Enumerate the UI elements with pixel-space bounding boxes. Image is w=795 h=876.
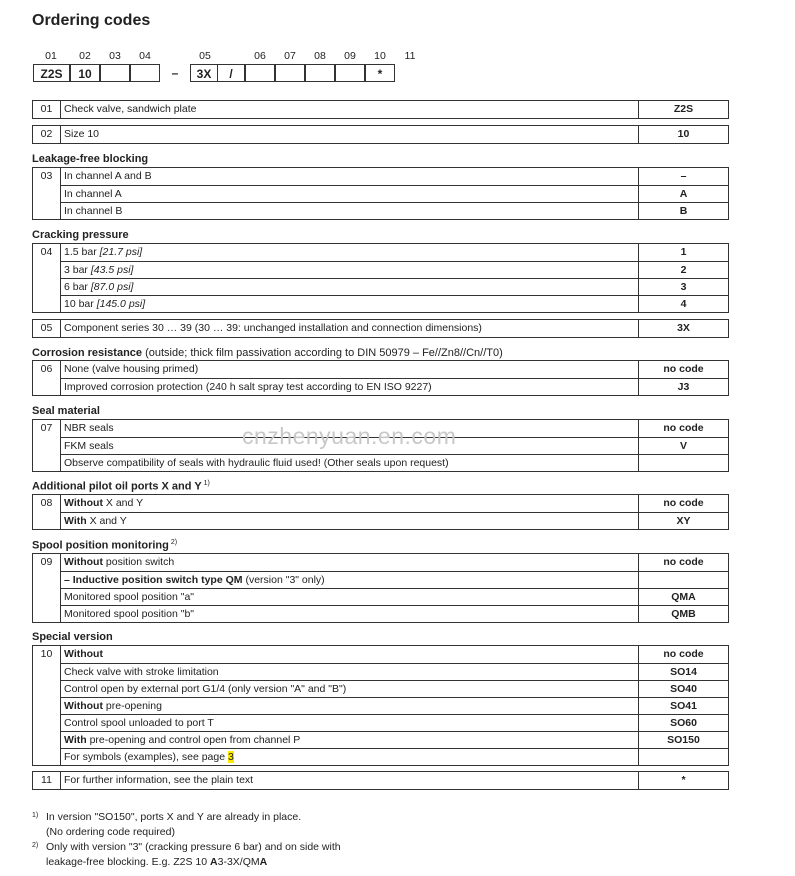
code-cell: – <box>171 66 179 80</box>
watermark: cnzhenyuan.en.com <box>242 423 457 449</box>
footnote <box>32 840 452 870</box>
row-description: Control spool unloaded to port T <box>60 714 638 731</box>
row-code: 3 <box>638 278 728 295</box>
option-table <box>32 645 729 766</box>
table-row <box>33 680 728 697</box>
row-description: Component series 30 … 39 (30 … 39: unchanged installation and connection dimensions) <box>60 320 638 337</box>
bold-text: A <box>210 856 218 868</box>
code-cell: * <box>365 64 395 82</box>
code-cell: 10 <box>70 64 100 82</box>
code-cell <box>305 64 335 82</box>
code-position-02: 02 <box>79 50 91 62</box>
row-code: J3 <box>638 378 728 395</box>
table-row <box>33 185 728 202</box>
code-cell: Z2S <box>33 64 70 82</box>
psi-value: [87.0 psi] <box>90 281 134 293</box>
table-row <box>33 646 728 663</box>
page-link[interactable]: 3 <box>227 751 234 763</box>
table-row <box>33 278 728 295</box>
table-row <box>33 605 728 622</box>
row-description: None (valve housing primed) <box>60 361 638 378</box>
code-position-04: 04 <box>139 50 151 62</box>
code-position-08: 08 <box>314 50 326 62</box>
option-table <box>32 100 729 119</box>
table-row <box>33 168 728 185</box>
row-description: Check valve, sandwich plate <box>60 101 638 118</box>
table-row <box>33 495 728 512</box>
row-description: Without pre-opening <box>60 697 638 714</box>
option-table <box>32 553 729 623</box>
code-position-07: 07 <box>284 50 296 62</box>
psi-value: [21.7 psi] <box>99 246 143 258</box>
option-table <box>32 494 729 530</box>
row-description: Without X and Y <box>60 495 638 512</box>
table-row <box>33 320 728 337</box>
psi-value: [145.0 psi] <box>96 298 146 310</box>
page-title: Ordering codes <box>32 12 151 29</box>
option-table <box>32 243 729 313</box>
row-number: 02 <box>40 128 53 140</box>
table-row <box>33 554 728 571</box>
row-code: 1 <box>638 244 728 261</box>
row-number: 11 <box>41 774 52 786</box>
code-position-09: 09 <box>344 50 356 62</box>
row-description: Improved corrosion protection (240 h salt spray test according to EN ISO 9227) <box>60 378 638 395</box>
option-table <box>32 360 729 396</box>
row-description: In channel B <box>60 202 638 219</box>
table-row <box>33 663 728 680</box>
row-code <box>638 454 728 471</box>
row-code: QMB <box>638 605 728 622</box>
row-description: 1.5 bar [21.7 psi] <box>60 244 638 261</box>
row-description: NBR seals <box>60 420 638 437</box>
section-heading-text: Seal material <box>32 405 100 417</box>
row-number: 01 <box>40 103 53 115</box>
option-table <box>32 319 729 338</box>
section-heading-text: Spool position monitoring <box>32 539 169 552</box>
row-code: 3X <box>638 320 728 337</box>
bold-text: Without <box>64 497 103 509</box>
footnote-ref: 2) <box>168 539 178 546</box>
section-heading <box>32 153 148 165</box>
bold-text: A <box>259 856 268 868</box>
row-code: XY <box>638 512 728 529</box>
bold-text: Without <box>64 648 103 660</box>
psi-value: [43.5 psi] <box>90 264 134 276</box>
row-code: Z2S <box>638 101 728 118</box>
code-position-05: 05 <box>199 50 211 62</box>
row-code: – <box>638 168 728 185</box>
option-table <box>32 771 729 790</box>
row-description: For further information, see the plain text <box>60 772 638 789</box>
table-row <box>33 295 728 312</box>
table-row <box>33 748 728 765</box>
code-cell: / <box>218 64 245 82</box>
code-cell <box>130 64 160 82</box>
row-description: Observe compatibility of seals with hydraulic fluid used! (Other seals upon request) <box>60 454 638 471</box>
row-description: With pre-opening and control open from channel P <box>60 731 638 748</box>
row-description: In channel A <box>60 185 638 202</box>
section-heading-text: Corrosion resistance <box>32 347 143 359</box>
bold-text: Without <box>64 556 103 568</box>
footnote-mark: 1) <box>32 812 39 819</box>
row-code <box>638 748 728 765</box>
row-number: 03 <box>40 170 53 182</box>
table-row <box>33 378 728 395</box>
row-code: SO150 <box>638 731 728 748</box>
option-table <box>32 125 729 144</box>
table-row <box>33 714 728 731</box>
section-heading <box>32 405 100 417</box>
code-position-03: 03 <box>109 50 121 62</box>
code-cell <box>275 64 305 82</box>
row-code: SO60 <box>638 714 728 731</box>
footnote-mark: 2) <box>32 842 39 849</box>
row-number: 09 <box>40 556 53 568</box>
table-row <box>33 244 728 261</box>
section-heading <box>32 347 503 359</box>
row-description: Monitored spool position "b" <box>60 605 638 622</box>
code-cell <box>245 64 275 82</box>
table-row <box>33 697 728 714</box>
row-description: For symbols (examples), see page 3 <box>60 748 638 765</box>
row-code: 10 <box>638 126 728 143</box>
row-code: SO41 <box>638 697 728 714</box>
row-code: A <box>638 185 728 202</box>
code-position-06: 06 <box>254 50 266 62</box>
table-row <box>33 361 728 378</box>
row-code: no code <box>638 361 728 378</box>
footnote <box>32 810 452 840</box>
row-number: 07 <box>40 422 53 434</box>
row-description: Monitored spool position "a" <box>60 588 638 605</box>
bold-text: Without <box>64 700 103 712</box>
row-description: 3 bar [43.5 psi] <box>60 261 638 278</box>
footnote-ref: 1) <box>201 480 210 487</box>
code-cell: 3X <box>190 64 218 82</box>
row-description: – Inductive position switch type QM (version "3" only) <box>60 571 638 588</box>
table-row <box>33 202 728 219</box>
footnote-text: In version "SO150", ports X and Y are already in place. (No ordering code required) <box>46 811 302 838</box>
bold-text: With <box>64 734 87 746</box>
row-number: 10 <box>40 648 53 660</box>
table-row <box>33 101 728 118</box>
table-row <box>33 261 728 278</box>
row-description: Size 10 <box>60 126 638 143</box>
row-code: no code <box>638 420 728 437</box>
row-description: Control open by external port G1/4 (only version "A" and "B") <box>60 680 638 697</box>
row-code: * <box>638 772 728 789</box>
row-number: 06 <box>40 363 53 375</box>
section-heading <box>32 539 177 552</box>
table-row <box>33 454 728 471</box>
code-cells <box>33 64 423 82</box>
section-heading-text: Leakage-free blocking <box>32 153 149 165</box>
row-number: 05 <box>40 322 53 334</box>
table-row <box>33 772 728 789</box>
table-row <box>33 588 728 605</box>
row-number: 08 <box>40 497 53 509</box>
bold-text: – Inductive position switch type QM <box>64 574 243 586</box>
row-description: Check valve with stroke limitation <box>60 663 638 680</box>
table-row <box>33 731 728 748</box>
row-code: SO40 <box>638 680 728 697</box>
row-code: B <box>638 202 728 219</box>
code-position-01: 01 <box>45 50 57 62</box>
row-description <box>60 646 638 663</box>
footnote-text: Only with version "3" (cracking pressure 6 bar) and on side with leakage-free blocking. E.g. Z2S 10 A3-3X/QMA <box>46 841 341 868</box>
code-cell <box>335 64 365 82</box>
row-code: V <box>638 437 728 454</box>
row-description: With X and Y <box>60 512 638 529</box>
section-heading <box>32 631 113 643</box>
table-row <box>33 512 728 529</box>
code-position-10: 10 <box>374 50 386 62</box>
section-heading <box>32 229 129 241</box>
section-heading-text: Additional pilot oil ports X and Y <box>32 480 202 493</box>
row-code: no code <box>638 646 728 663</box>
row-code: no code <box>638 554 728 571</box>
row-code <box>638 571 728 588</box>
code-position-11: 11 <box>404 50 416 62</box>
row-description: FKM seals <box>60 437 638 454</box>
bold-text: With <box>64 515 87 527</box>
row-description: 6 bar [87.0 psi] <box>60 278 638 295</box>
row-description: 10 bar [145.0 psi] <box>60 295 638 312</box>
row-code: SO14 <box>638 663 728 680</box>
row-code: 4 <box>638 295 728 312</box>
option-table <box>32 167 729 220</box>
row-code: no code <box>638 495 728 512</box>
table-row <box>33 571 728 588</box>
section-heading-note: (outside; thick film passivation according to DIN 50979 – Fe//Zn8//Cn//T0) <box>142 347 503 359</box>
row-description: Without position switch <box>60 554 638 571</box>
row-number: 04 <box>40 246 53 258</box>
row-code: QMA <box>638 588 728 605</box>
row-description: In channel A and B <box>60 168 638 185</box>
section-heading-text: Cracking pressure <box>32 229 129 241</box>
section-heading-text: Special version <box>32 631 113 643</box>
table-row <box>33 126 728 143</box>
row-code: 2 <box>638 261 728 278</box>
section-heading <box>32 480 210 493</box>
code-cell <box>100 64 130 82</box>
